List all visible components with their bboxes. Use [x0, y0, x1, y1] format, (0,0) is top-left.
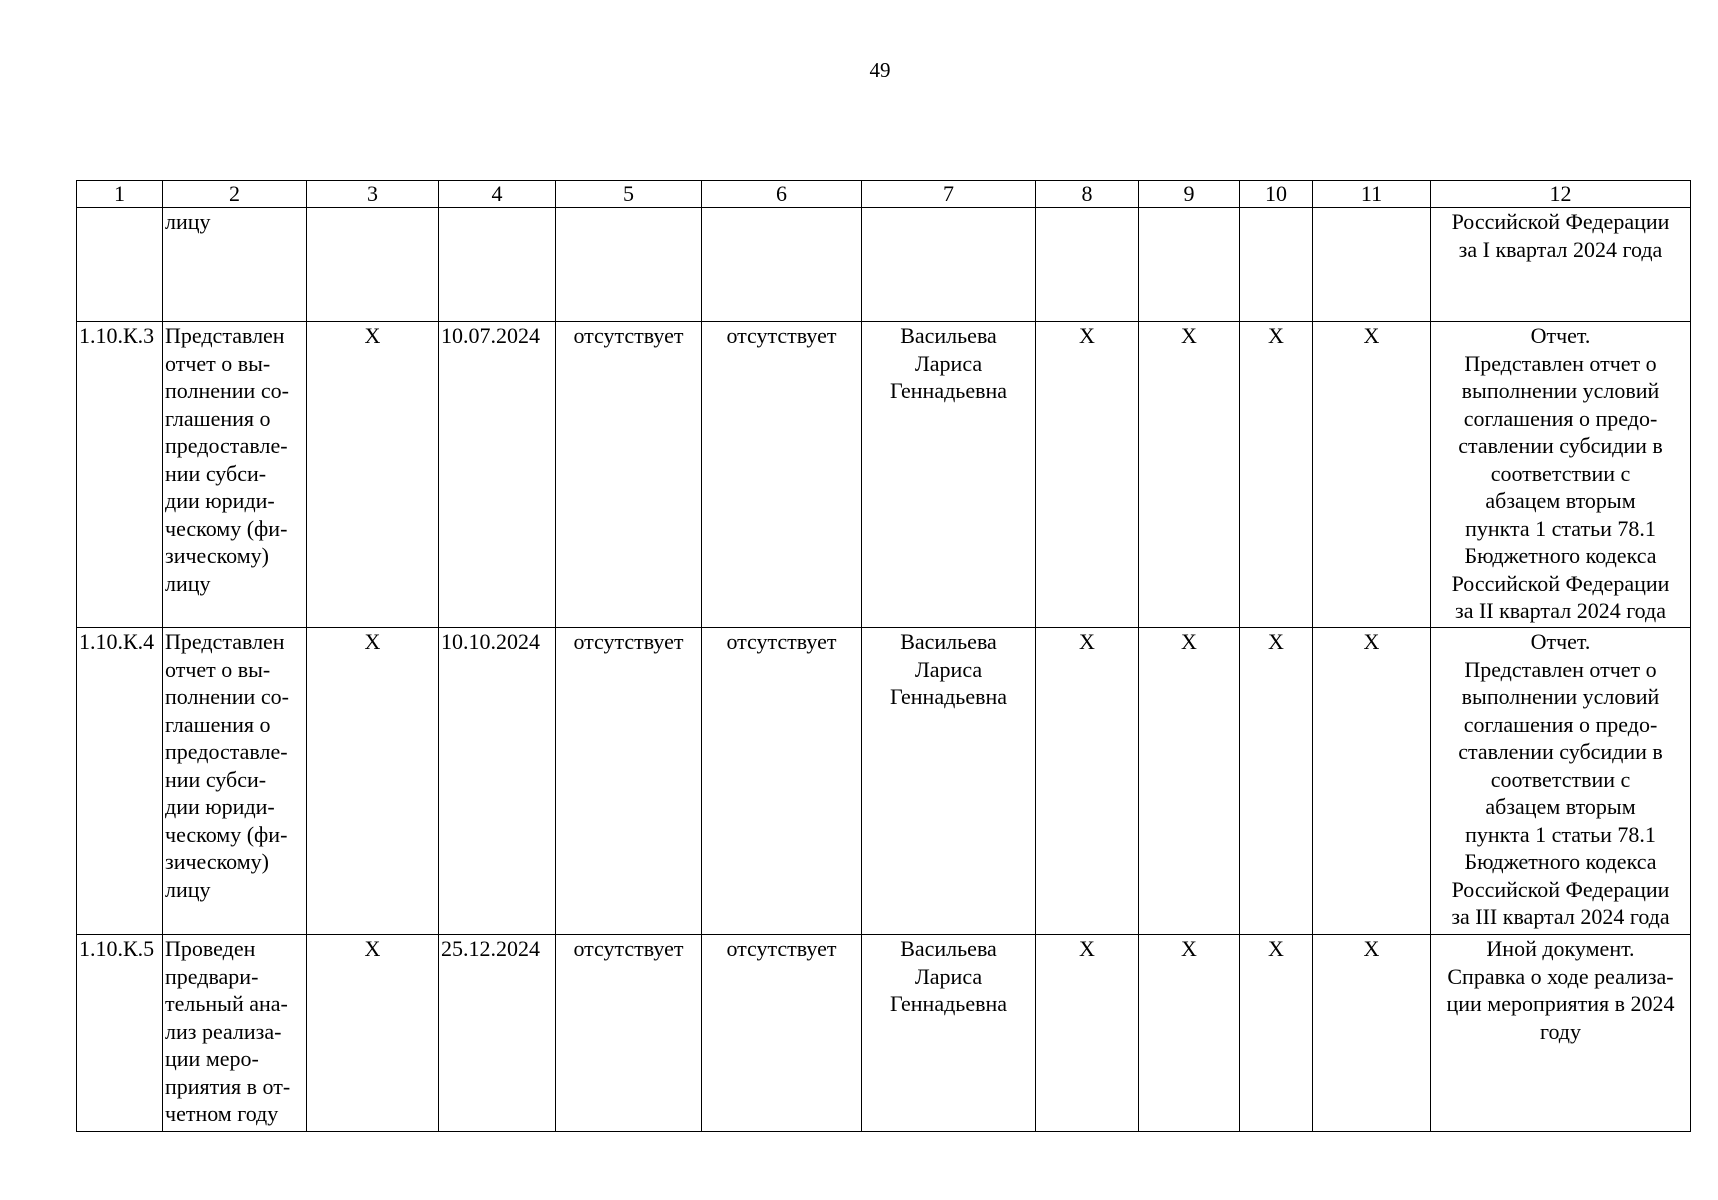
- confirming-document-line: за I квартал 2024 года: [1458, 236, 1663, 262]
- cell-col-5: отсутствует: [556, 322, 702, 628]
- event-description-line: ческому (фи-: [165, 515, 288, 541]
- cell-col-8: [1036, 208, 1139, 322]
- page-number: 49: [869, 58, 891, 82]
- event-description-line: приятия в от-: [165, 1073, 291, 1099]
- cell-col-10: X: [1240, 628, 1313, 935]
- column-header: 3: [307, 181, 439, 208]
- event-description-line: дии юриди-: [165, 488, 275, 513]
- confirming-document-line: абзацем вторым: [1485, 488, 1636, 513]
- event-description-line: отчет о вы-: [165, 656, 271, 682]
- confirming-document-line: соглашения о предо-: [1463, 711, 1658, 737]
- table-row: [77, 208, 1691, 322]
- event-description: [163, 935, 307, 1132]
- responsible-person-line: Лариса: [914, 656, 983, 682]
- event-description-line: зическому): [165, 543, 270, 568]
- column-header: 7: [862, 181, 1036, 208]
- event-description-line: полнении со-: [165, 378, 289, 403]
- event-description-line: Представлен: [165, 629, 285, 654]
- event-description-line: зическому): [165, 849, 270, 874]
- responsible-person-line: Васильева: [900, 629, 997, 654]
- confirming-document-line: Справка о ходе реализа-: [1447, 963, 1674, 989]
- responsible-person-line: Лариса: [914, 350, 983, 376]
- confirming-document-line: Представлен отчет о: [1464, 656, 1657, 682]
- responsible-person: [862, 628, 1036, 935]
- control-date: 25.12.2024: [439, 935, 556, 1132]
- event-description-line: ческому (фи-: [165, 821, 288, 847]
- confirming-document-line: за II квартал 2024 года: [1455, 598, 1666, 623]
- control-date: [439, 208, 556, 322]
- column-header: 10: [1240, 181, 1313, 208]
- confirming-document-line: соответствии с: [1490, 766, 1631, 792]
- column-header: 9: [1139, 181, 1240, 208]
- column-header: 12: [1431, 181, 1691, 208]
- cell-col-8: X: [1036, 628, 1139, 935]
- event-description-line: глашения о: [165, 405, 271, 431]
- event-description-line: тельный ана-: [165, 991, 288, 1016]
- control-date: 10.10.2024: [439, 628, 556, 935]
- responsible-person-line: Геннадьевна: [889, 378, 1008, 403]
- event-description-line: нии субси-: [165, 766, 267, 792]
- cell-col-8: X: [1036, 322, 1139, 628]
- event-description-line: ции меро-: [165, 1046, 259, 1071]
- table-row: [77, 628, 1691, 935]
- column-header: 1: [77, 181, 163, 208]
- event-description: [163, 208, 307, 322]
- column-header: 5: [556, 181, 702, 208]
- responsible-person: [862, 208, 1036, 322]
- confirming-document-line: пункта 1 статьи 78.1: [1465, 821, 1656, 847]
- confirming-document-line: Представлен отчет о: [1464, 350, 1657, 376]
- event-description-line: Проведен: [165, 936, 256, 961]
- event-description-line: лицу: [165, 209, 211, 234]
- event-code: 1.10.К.4: [77, 628, 163, 935]
- confirming-document-line: ции мероприятия в 2024: [1446, 991, 1675, 1016]
- confirming-document-line: соглашения о предо-: [1463, 405, 1658, 431]
- cell-col-10: X: [1240, 935, 1313, 1132]
- event-description: [163, 322, 307, 628]
- responsible-person-line: Геннадьевна: [889, 991, 1008, 1016]
- cell-col-8: X: [1036, 935, 1139, 1132]
- column-header: 2: [163, 181, 307, 208]
- table-header-row: [77, 181, 1691, 208]
- event-description-line: четном году: [165, 1101, 279, 1126]
- column-header: 8: [1036, 181, 1139, 208]
- event-description: [163, 628, 307, 935]
- confirming-document-line: ставлении субсидии в: [1458, 739, 1663, 764]
- column-header: 6: [702, 181, 862, 208]
- confirming-document-line: Бюджетного кодекса: [1464, 849, 1657, 874]
- responsible-person-line: Лариса: [914, 963, 983, 989]
- confirming-document-line: за III квартал 2024 года: [1451, 904, 1670, 929]
- confirming-document-line: году: [1539, 1018, 1582, 1044]
- event-description-line: лицу: [165, 876, 211, 902]
- cell-col-6: отсутствует: [702, 935, 862, 1132]
- confirming-document: [1431, 322, 1691, 628]
- cell-col-9: X: [1139, 322, 1240, 628]
- cell-col-10: [1240, 208, 1313, 322]
- responsible-person-line: Васильева: [900, 936, 997, 961]
- cell-col-6: отсутствует: [702, 628, 862, 935]
- confirming-document-line: выполнении условий: [1461, 378, 1660, 403]
- confirming-document-line: Российской Федерации: [1451, 876, 1670, 902]
- event-description-line: предоставле-: [165, 739, 288, 764]
- cell-col-3: [307, 208, 439, 322]
- responsible-person-line: Геннадьевна: [889, 684, 1008, 709]
- confirming-document-line: Российской Федерации: [1451, 570, 1670, 596]
- confirming-document-line: Бюджетного кодекса: [1464, 543, 1657, 568]
- cell-col-5: [556, 208, 702, 322]
- cell-col-11: [1313, 208, 1431, 322]
- control-date: 10.07.2024: [439, 322, 556, 628]
- confirming-document-line: пункта 1 статьи 78.1: [1465, 515, 1656, 541]
- confirming-document-line: выполнении условий: [1461, 684, 1660, 709]
- event-description-line: дии юриди-: [165, 794, 275, 819]
- event-description-line: полнении со-: [165, 684, 289, 709]
- event-description-line: глашения о: [165, 711, 271, 737]
- cell-col-3: X: [307, 935, 439, 1132]
- responsible-person: [862, 935, 1036, 1132]
- table-row: [77, 935, 1691, 1132]
- table-body: [77, 208, 1691, 1132]
- event-description-line: предвари-: [165, 963, 259, 989]
- confirming-document-line: абзацем вторым: [1485, 794, 1636, 819]
- event-description-line: нии субси-: [165, 460, 267, 486]
- column-header: 11: [1313, 181, 1431, 208]
- responsible-person-line: Васильева: [900, 323, 997, 348]
- confirming-document-line: Отчет.: [1530, 323, 1591, 348]
- cell-col-3: X: [307, 628, 439, 935]
- cell-col-6: [702, 208, 862, 322]
- confirming-document-line: Российской Федерации: [1451, 209, 1670, 234]
- cell-col-11: X: [1313, 935, 1431, 1132]
- confirming-document-line: Иной документ.: [1486, 936, 1635, 961]
- event-description-line: предоставле-: [165, 433, 288, 458]
- event-code: 1.10.К.3: [77, 322, 163, 628]
- cell-col-5: отсутствует: [556, 935, 702, 1132]
- confirming-document-line: соответствии с: [1490, 460, 1631, 486]
- confirming-document-line: Отчет.: [1530, 629, 1591, 654]
- event-description-line: лицу: [165, 570, 211, 596]
- table-row: [77, 322, 1691, 628]
- event-code: [77, 208, 163, 322]
- event-description-line: отчет о вы-: [165, 350, 271, 376]
- plan-table: [76, 180, 1691, 1132]
- confirming-document: [1431, 935, 1691, 1132]
- cell-col-11: X: [1313, 322, 1431, 628]
- confirming-document-line: ставлении субсидии в: [1458, 433, 1663, 458]
- event-code: 1.10.К.5: [77, 935, 163, 1132]
- confirming-document: [1431, 208, 1691, 322]
- event-description-line: лиз реализа-: [165, 1018, 282, 1044]
- cell-col-10: X: [1240, 322, 1313, 628]
- event-description-line: Представлен: [165, 323, 285, 348]
- responsible-person: [862, 322, 1036, 628]
- cell-col-9: [1139, 208, 1240, 322]
- cell-col-9: X: [1139, 628, 1240, 935]
- cell-col-9: X: [1139, 935, 1240, 1132]
- cell-col-6: отсутствует: [702, 322, 862, 628]
- confirming-document: [1431, 628, 1691, 935]
- cell-col-3: X: [307, 322, 439, 628]
- cell-col-11: X: [1313, 628, 1431, 935]
- column-header: 4: [439, 181, 556, 208]
- cell-col-5: отсутствует: [556, 628, 702, 935]
